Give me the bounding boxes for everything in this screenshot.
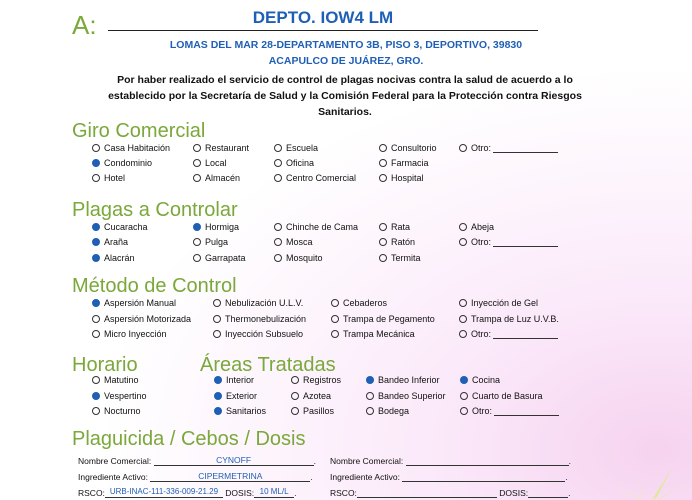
nombre-comercial-label: Nombre Comercial: bbox=[78, 456, 152, 466]
radio-unchecked-icon[interactable] bbox=[193, 159, 201, 167]
metodo-option-inyeccion-de-gel[interactable] bbox=[459, 298, 538, 308]
radio-unchecked-icon[interactable] bbox=[274, 174, 282, 182]
radio-unchecked-icon[interactable] bbox=[379, 223, 387, 231]
rsco-value[interactable]: URB-INAC-111-336-009-21.29 bbox=[105, 487, 223, 498]
option-label: Abeja bbox=[471, 222, 495, 232]
giro-option-centro-comercial[interactable] bbox=[274, 173, 356, 183]
option-label: Aspersión Manual bbox=[104, 298, 177, 308]
radio-checked-icon[interactable] bbox=[92, 299, 100, 307]
plaga-option-pulga[interactable] bbox=[193, 237, 228, 247]
section-giro-comercial: Giro Comercial bbox=[72, 120, 206, 142]
radio-unchecked-icon[interactable] bbox=[460, 407, 468, 415]
address-line-2: ACAPULCO DE JUÁREZ, GRO. bbox=[268, 55, 424, 67]
option-label: Bodega bbox=[378, 406, 410, 416]
option-label: Otro: bbox=[471, 329, 492, 339]
radio-unchecked-icon[interactable] bbox=[213, 315, 221, 323]
giro-option-oficina[interactable] bbox=[274, 158, 314, 168]
option-label: Chinche de Cama bbox=[286, 222, 359, 232]
option-label: Bandeo Inferior bbox=[378, 375, 440, 385]
option-label: Restaurant bbox=[205, 143, 250, 153]
radio-unchecked-icon[interactable] bbox=[92, 315, 100, 323]
radio-unchecked-icon[interactable] bbox=[193, 238, 201, 246]
section-plagas: Plagas a Controlar bbox=[72, 199, 238, 221]
area-option-bodega[interactable] bbox=[366, 406, 409, 416]
radio-checked-icon[interactable] bbox=[214, 407, 222, 415]
radio-unchecked-icon[interactable] bbox=[92, 376, 100, 384]
option-label: Condominio bbox=[104, 158, 153, 168]
giro-option-farmacia[interactable] bbox=[379, 158, 429, 168]
option-label: Trampa de Pegamento bbox=[343, 314, 435, 324]
section-horario: Horario bbox=[72, 354, 138, 376]
radio-unchecked-icon[interactable] bbox=[291, 392, 299, 400]
section-plaguicida: Plaguicida / Cebos / Dosis bbox=[72, 428, 306, 450]
option-label: Otro: bbox=[472, 406, 493, 416]
option-label: Azotea bbox=[303, 391, 332, 401]
area-option-azotea[interactable] bbox=[291, 391, 331, 401]
plaga-option-raton[interactable] bbox=[379, 237, 415, 247]
radio-checked-icon[interactable] bbox=[366, 376, 374, 384]
recipient-name: DEPTO. IOW4 LM bbox=[252, 8, 394, 27]
radio-checked-icon[interactable] bbox=[193, 223, 201, 231]
option-label: Rata bbox=[391, 222, 411, 232]
radio-unchecked-icon[interactable] bbox=[274, 223, 282, 231]
option-label: Exterior bbox=[226, 391, 258, 401]
metodo-option-micro-inyeccion[interactable] bbox=[92, 329, 167, 339]
plaga-option-arana[interactable] bbox=[92, 237, 128, 247]
nombre-comercial-2-value[interactable] bbox=[406, 455, 569, 466]
radio-unchecked-icon[interactable] bbox=[459, 238, 467, 246]
metodo-option-trampa-de-luz-u-v-b[interactable] bbox=[459, 314, 559, 324]
option-label: Inyección Subsuelo bbox=[225, 329, 304, 339]
radio-unchecked-icon[interactable] bbox=[379, 174, 387, 182]
plaga-option-mosquito[interactable] bbox=[274, 253, 323, 263]
giro-option-almacen[interactable] bbox=[193, 173, 240, 183]
option-label: Centro Comercial bbox=[286, 173, 357, 183]
giro-option-restaurant[interactable] bbox=[193, 143, 249, 153]
option-label: Ratón bbox=[391, 237, 416, 247]
option-label: Micro Inyección bbox=[104, 329, 167, 339]
metodo-option-otro[interactable] bbox=[459, 329, 558, 339]
radio-checked-icon[interactable] bbox=[92, 254, 100, 262]
radio-unchecked-icon[interactable] bbox=[331, 299, 339, 307]
option-label: Cocina bbox=[472, 375, 501, 385]
radio-unchecked-icon[interactable] bbox=[193, 144, 201, 152]
radio-unchecked-icon[interactable] bbox=[459, 299, 467, 307]
nombre-comercial-2-field[interactable]: Nombre Comercial: . bbox=[330, 456, 571, 466]
option-label: Thermonebulización bbox=[225, 314, 307, 324]
option-label: Hotel bbox=[104, 173, 126, 183]
giro-option-otro[interactable] bbox=[459, 143, 558, 153]
otro-blank-line[interactable] bbox=[494, 407, 559, 416]
radio-unchecked-icon[interactable] bbox=[193, 174, 201, 182]
radio-unchecked-icon[interactable] bbox=[379, 254, 387, 262]
area-option-otro[interactable] bbox=[460, 406, 559, 416]
otro-blank-line[interactable] bbox=[493, 330, 558, 339]
giro-option-condominio[interactable] bbox=[92, 158, 152, 168]
intro-paragraph: Por haber realizado el servicio de control de plagas nocivas contra la salud de acuerdo a lo establecido por la Secretaría de Salud y la Comisión Federal para la Protección contra Riesgos Sanitarios. bbox=[108, 74, 582, 118]
radio-unchecked-icon[interactable] bbox=[366, 407, 374, 415]
option-label: Matutino bbox=[104, 375, 139, 385]
rsco-2-value[interactable] bbox=[357, 487, 497, 498]
option-label: Hospital bbox=[391, 173, 424, 183]
radio-unchecked-icon[interactable] bbox=[274, 254, 282, 262]
radio-unchecked-icon[interactable] bbox=[366, 392, 374, 400]
radio-unchecked-icon[interactable] bbox=[193, 254, 201, 262]
giro-option-hotel[interactable] bbox=[92, 173, 125, 183]
option-label: Pasillos bbox=[303, 406, 335, 416]
radio-checked-icon[interactable] bbox=[92, 238, 100, 246]
option-label: Consultorio bbox=[391, 143, 437, 153]
horario-option-vespertino[interactable] bbox=[92, 391, 147, 401]
option-label: Casa Habitación bbox=[104, 143, 171, 153]
plaga-option-chinche-de-cama[interactable] bbox=[274, 222, 358, 232]
radio-checked-icon[interactable] bbox=[92, 159, 100, 167]
option-label: Alacrán bbox=[104, 253, 135, 263]
radio-checked-icon[interactable] bbox=[460, 376, 468, 384]
radio-checked-icon[interactable] bbox=[214, 392, 222, 400]
option-label: Trampa de Luz U.V.B. bbox=[471, 314, 559, 324]
radio-unchecked-icon[interactable] bbox=[379, 238, 387, 246]
area-option-sanitarios[interactable] bbox=[214, 406, 266, 416]
metodo-option-aspersion-motorizada[interactable] bbox=[92, 314, 191, 324]
giro-option-consultorio[interactable] bbox=[379, 143, 437, 153]
radio-unchecked-icon[interactable] bbox=[459, 223, 467, 231]
nombre-comercial-field[interactable]: Nombre Comercial: CYNOFF . bbox=[78, 455, 316, 466]
option-label: Escuela bbox=[286, 143, 319, 153]
radio-unchecked-icon[interactable] bbox=[213, 299, 221, 307]
option-label: Interior bbox=[226, 375, 255, 385]
metodo-option-nebulizacion-u-l-v[interactable] bbox=[213, 298, 303, 308]
horario-option-matutino[interactable] bbox=[92, 375, 139, 385]
radio-checked-icon[interactable] bbox=[214, 376, 222, 384]
option-label: Otro: bbox=[471, 237, 492, 247]
ingrediente-value[interactable]: CIPERMETRINA bbox=[150, 471, 310, 482]
radio-checked-icon[interactable] bbox=[92, 392, 100, 400]
flower-decoration-icon bbox=[602, 450, 692, 500]
plaga-option-mosca[interactable] bbox=[274, 237, 313, 247]
option-label: Araña bbox=[104, 237, 129, 247]
radio-unchecked-icon[interactable] bbox=[213, 330, 221, 338]
plaga-option-abeja[interactable] bbox=[459, 222, 494, 232]
plaga-option-cucaracha[interactable] bbox=[92, 222, 148, 232]
option-label: Aspersión Motorizada bbox=[104, 314, 192, 324]
radio-unchecked-icon[interactable] bbox=[274, 238, 282, 246]
otro-blank-line[interactable] bbox=[493, 144, 558, 153]
option-label: Nebulización U.L.V. bbox=[225, 298, 304, 308]
option-label: Vespertino bbox=[104, 391, 147, 401]
radio-unchecked-icon[interactable] bbox=[379, 144, 387, 152]
option-label: Mosquito bbox=[286, 253, 323, 263]
option-label: Hormiga bbox=[205, 222, 240, 232]
option-label: Sanitarios bbox=[226, 406, 267, 416]
option-label: Garrapata bbox=[205, 253, 246, 263]
option-label: Otro: bbox=[471, 143, 492, 153]
ingrediente-2-label: Ingrediente Activo: bbox=[330, 472, 400, 482]
option-label: Cuarto de Basura bbox=[472, 391, 543, 401]
horario-option-nocturno[interactable] bbox=[92, 406, 141, 416]
plaga-option-termita[interactable] bbox=[379, 253, 421, 263]
radio-unchecked-icon[interactable] bbox=[331, 315, 339, 323]
radio-unchecked-icon[interactable] bbox=[460, 392, 468, 400]
metodo-option-thermonebulizacion[interactable] bbox=[213, 314, 306, 324]
radio-unchecked-icon[interactable] bbox=[459, 330, 467, 338]
area-option-exterior[interactable] bbox=[214, 391, 257, 401]
rsco-2-label: RSCO: bbox=[330, 488, 357, 498]
radio-unchecked-icon[interactable] bbox=[92, 330, 100, 338]
option-label: Inyección de Gel bbox=[471, 298, 539, 308]
giro-option-escuela[interactable] bbox=[274, 143, 318, 153]
area-option-registros[interactable] bbox=[291, 375, 341, 385]
option-label: Mosca bbox=[286, 237, 313, 247]
metodo-option-trampa-de-pegamento[interactable] bbox=[331, 314, 435, 324]
plaga-option-garrapata[interactable] bbox=[193, 253, 246, 263]
area-option-bandeo-inferior[interactable] bbox=[366, 375, 440, 385]
nombre-comercial-value[interactable]: CYNOFF bbox=[154, 455, 314, 466]
option-label: Bandeo Superior bbox=[378, 391, 446, 401]
radio-unchecked-icon[interactable] bbox=[459, 315, 467, 323]
metodo-option-cebaderos[interactable] bbox=[331, 298, 387, 308]
dosis-2-label: DOSIS: bbox=[499, 488, 529, 498]
area-option-pasillos[interactable] bbox=[291, 406, 334, 416]
plaga-option-otro[interactable] bbox=[459, 237, 558, 247]
option-label: Cebaderos bbox=[343, 298, 388, 308]
plaga-option-rata[interactable] bbox=[379, 222, 410, 232]
radio-unchecked-icon[interactable] bbox=[274, 159, 282, 167]
option-label: Trampa Mecánica bbox=[343, 329, 415, 339]
metodo-option-aspersion-manual[interactable] bbox=[92, 298, 176, 308]
plaga-option-hormiga[interactable] bbox=[193, 222, 239, 232]
dosis-2-value[interactable] bbox=[528, 487, 568, 498]
option-label: Nocturno bbox=[104, 406, 141, 416]
ingrediente-field[interactable]: Ingrediente Activo: CIPERMETRINA . bbox=[78, 471, 313, 482]
rsco-label: RSCO: bbox=[78, 488, 105, 498]
option-label: Almacén bbox=[205, 173, 241, 183]
radio-unchecked-icon[interactable] bbox=[274, 144, 282, 152]
option-label: Farmacia bbox=[391, 158, 429, 168]
area-option-cocina[interactable] bbox=[460, 375, 500, 385]
giro-option-hospital[interactable] bbox=[379, 173, 424, 183]
area-option-interior[interactable] bbox=[214, 375, 254, 385]
metodo-option-inyeccion-subsuelo[interactable] bbox=[213, 329, 303, 339]
rsco-field[interactable]: RSCO: URB-INAC-111-336-009-21.29 DOSIS: 10 ML/L . bbox=[78, 487, 297, 498]
plaga-option-alacran[interactable] bbox=[92, 253, 135, 263]
option-label: Termita bbox=[391, 253, 421, 263]
radio-unchecked-icon[interactable] bbox=[291, 407, 299, 415]
dosis-value[interactable]: 10 ML/L bbox=[254, 487, 294, 498]
radio-unchecked-icon[interactable] bbox=[92, 174, 100, 182]
ingrediente-label: Ingrediente Activo: bbox=[78, 472, 148, 482]
option-label: Oficina bbox=[286, 158, 315, 168]
rsco-2-field[interactable]: RSCO: DOSIS: . bbox=[330, 488, 571, 498]
option-label: Local bbox=[205, 158, 227, 168]
radio-unchecked-icon[interactable] bbox=[459, 144, 467, 152]
area-option-cuarto-de-basura[interactable] bbox=[460, 391, 543, 401]
recipient-line bbox=[108, 30, 538, 31]
to-label: A: bbox=[72, 10, 97, 40]
option-label: Registros bbox=[303, 375, 342, 385]
giro-option-local[interactable] bbox=[193, 158, 227, 168]
radio-unchecked-icon[interactable] bbox=[92, 144, 100, 152]
giro-option-casa-habitacion[interactable] bbox=[92, 143, 170, 153]
radio-unchecked-icon[interactable] bbox=[291, 376, 299, 384]
radio-unchecked-icon[interactable] bbox=[379, 159, 387, 167]
section-metodo: Método de Control bbox=[72, 275, 237, 297]
radio-unchecked-icon[interactable] bbox=[92, 407, 100, 415]
address-line-1: LOMAS DEL MAR 28-DEPARTAMENTO 3B, PISO 3, DEPORTIVO, 39830 bbox=[169, 39, 523, 51]
otro-blank-line[interactable] bbox=[493, 238, 558, 247]
metodo-option-trampa-mecanica[interactable] bbox=[331, 329, 415, 339]
option-label: Pulga bbox=[205, 237, 229, 247]
dosis-label: DOSIS: bbox=[225, 488, 255, 498]
radio-unchecked-icon[interactable] bbox=[331, 330, 339, 338]
area-option-bandeo-superior[interactable] bbox=[366, 391, 446, 401]
ingrediente-2-value[interactable] bbox=[402, 471, 565, 482]
option-label: Cucaracha bbox=[104, 222, 148, 232]
nombre-comercial-2-label: Nombre Comercial: bbox=[330, 456, 404, 466]
radio-checked-icon[interactable] bbox=[92, 223, 100, 231]
section-areas: Áreas Tratadas bbox=[200, 354, 336, 376]
ingrediente-2-field[interactable]: Ingrediente Activo: . bbox=[330, 472, 568, 482]
